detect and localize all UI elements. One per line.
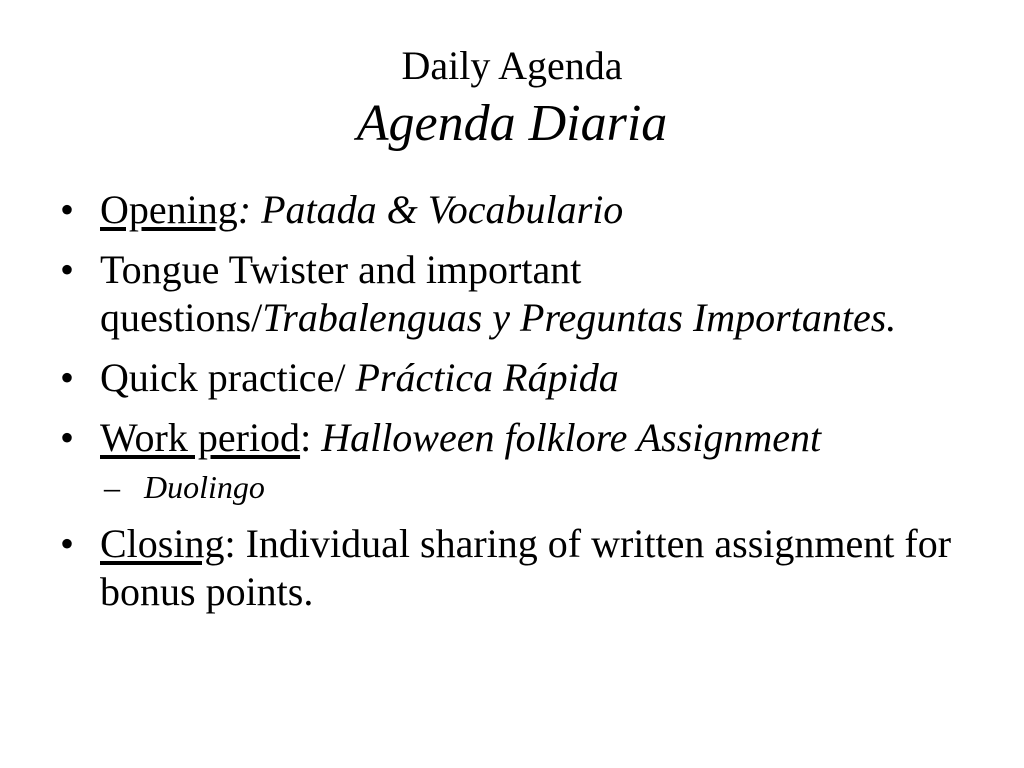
title-english: Daily Agenda — [401, 43, 623, 88]
item-plain-text: Tongue Twister and important questions/ — [100, 247, 582, 340]
agenda-item-quick-practice — [60, 354, 960, 402]
item-italic-text: Trabalenguas y Preguntas Importantes. — [262, 295, 897, 340]
slide-title — [0, 40, 1024, 156]
item-label: Work period — [100, 415, 301, 460]
dash-marker: – — [104, 469, 120, 505]
agenda-list — [60, 186, 960, 628]
item-separator: : — [300, 415, 322, 460]
subitem-text: Duolingo — [144, 469, 265, 505]
bullet-marker: • — [60, 415, 75, 460]
item-italic-text: Práctica Rápida — [355, 355, 619, 400]
item-plain-text: Quick practice/ — [100, 355, 356, 400]
agenda-item-work-period — [60, 414, 960, 462]
agenda-item-closing — [60, 520, 960, 616]
item-label: Opening — [100, 187, 238, 232]
item-plain-text: : Individual sharing of written assignment for bonus points. — [100, 521, 952, 614]
bullet-marker: • — [60, 247, 75, 292]
item-italic-text: Halloween folklore Assignment — [321, 415, 822, 460]
bullet-marker: • — [60, 187, 75, 232]
agenda-subitem-duolingo — [60, 468, 960, 506]
item-separator: : — [237, 187, 252, 232]
title-spanish: Agenda Diaria — [356, 95, 668, 152]
item-label: Closing — [100, 521, 225, 566]
agenda-item-tongue-twister — [60, 246, 960, 342]
agenda-item-opening — [60, 186, 960, 234]
bullet-marker: • — [60, 521, 75, 566]
bullet-marker: • — [60, 355, 75, 400]
item-italic-text: Patada & Vocabulario — [251, 187, 624, 232]
